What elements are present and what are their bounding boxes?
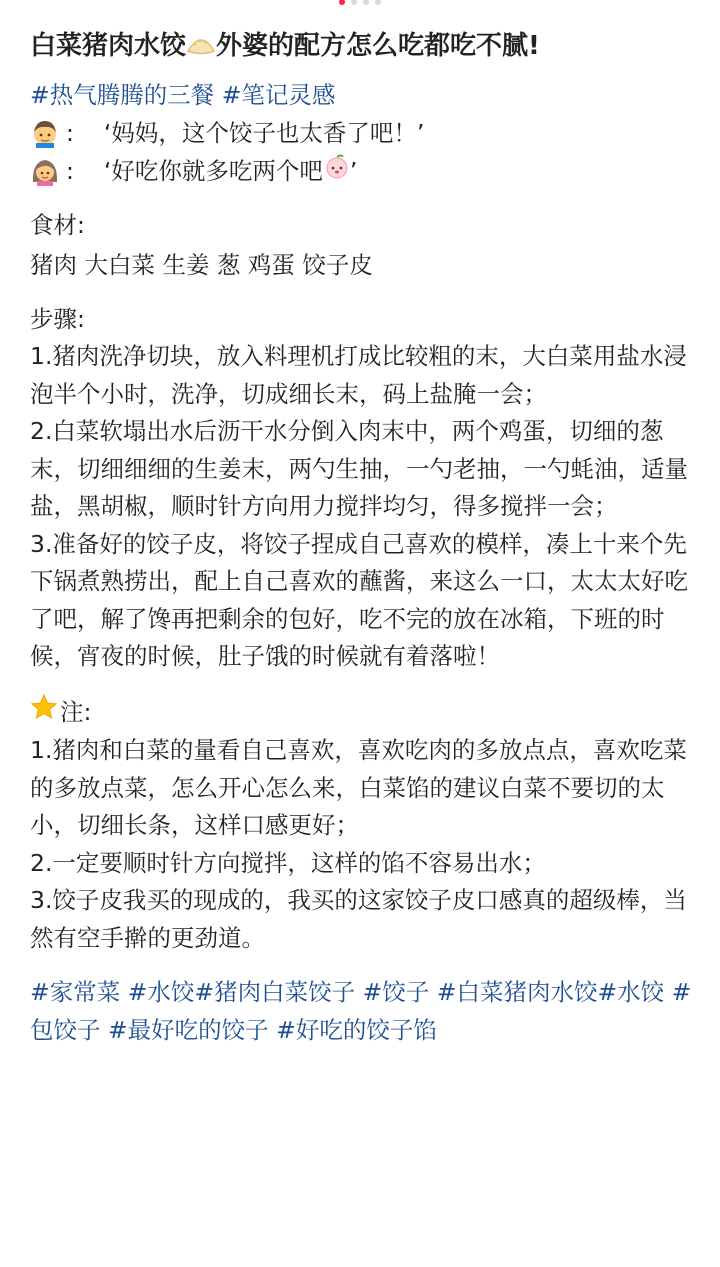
dialog-line-mother — [30, 152, 692, 190]
dialog-text: ‘妈妈，这个饺子也太香了吧！’ — [103, 119, 425, 147]
peach-face-icon — [324, 152, 350, 190]
dialog-colon: : — [66, 157, 74, 185]
star-icon — [30, 693, 58, 733]
hashtag-link[interactable]: #水饺 — [127, 978, 195, 1006]
ingredients-heading: 食材: — [30, 211, 85, 239]
hashtag-link[interactable]: #热气腾腾的三餐 — [30, 81, 215, 109]
dumpling-icon — [186, 29, 216, 69]
notes-heading-text: 注: — [60, 697, 92, 726]
note-item: 1.猪肉和白菜的量看自己喜欢，喜欢吃肉的多放点点，喜欢吃菜的多放点菜，怎么开心怎么来，白菜馅的建议白菜不要切的太小，切细长条，这样口感更好； — [30, 736, 687, 839]
note-title — [30, 26, 692, 69]
step-item: 1.猪肉洗净切块，放入料理机打成比较粗的末，大白菜用盐水浸泡半个小时，洗净，切成细长末，码上盐腌一会； — [30, 342, 687, 408]
dialog-text-end: ’ — [349, 157, 358, 185]
dialog-line-child — [30, 114, 692, 152]
dialog-text: ‘好吃你就多吃两个吧 — [103, 157, 323, 185]
hashtag-link[interactable]: #好吃的饺子馅 — [276, 1015, 437, 1044]
hashtag-link[interactable]: #笔记灵感 — [221, 81, 336, 109]
carousel-dot[interactable] — [375, 0, 381, 5]
footer-tags — [30, 974, 692, 1049]
note-item: 3.饺子皮我买的现成的，我买的这家饺子皮口感真的超级棒，当然有空手擀的更劲道。 — [30, 886, 687, 952]
hashtag-link[interactable]: #家常菜 — [30, 978, 121, 1006]
carousel-indicator — [0, 0, 720, 8]
notes-heading — [30, 693, 692, 733]
title-part-2: 外婆的配方怎么吃都吃不腻! — [216, 31, 540, 61]
note-item: 2.一定要顺时针方向搅拌，这样的馅不容易出水； — [30, 848, 546, 877]
intro-tags — [30, 77, 692, 114]
steps-heading: 步骤: — [30, 305, 85, 333]
woman-icon — [30, 156, 60, 186]
carousel-dot[interactable] — [363, 0, 369, 5]
hashtag-link[interactable]: #包饺子 — [30, 978, 692, 1044]
step-item: 2.白菜软塌出水后沥干水分倒入肉末中，两个鸡蛋，切细的葱末，切细细细的生姜末，两勺生抽，一勺老抽，一勺蚝油，适量盐，黑胡椒，顺时针方向用力搅拌均匀，得多搅拌一会； — [30, 417, 688, 520]
note-content — [30, 26, 692, 1049]
hashtag-link[interactable]: #饺子 — [362, 978, 430, 1006]
title-part-1: 白菜猪肉水饺 — [30, 31, 187, 61]
hashtag-link[interactable]: #最好吃的饺子 — [107, 1015, 269, 1044]
step-item: 3.准备好的饺子皮，将饺子捏成自己喜欢的模样，凑上十来个先下锅煮熟捞出，配上自己喜欢的蘸酱，来这么一口，太太太好吃了吧，解了馋再把剩余的包好，吃不完的放在冰箱，下班的时候，宵夜的时候，肚子饿的时候就有着落啦！ — [30, 529, 688, 670]
hashtag-link[interactable]: #白菜猪肉水饺 — [436, 978, 598, 1006]
dialog-colon: : — [66, 119, 74, 147]
carousel-dot[interactable] — [351, 0, 357, 5]
ingredients-list: 猪肉 大白菜 生姜 葱 鸡蛋 饺子皮 — [30, 251, 373, 279]
carousel-dot-active[interactable] — [339, 0, 345, 5]
hashtag-link[interactable]: #水饺 — [597, 978, 665, 1006]
hashtag-link[interactable]: #猪肉白菜饺子 — [194, 978, 356, 1006]
boy-icon — [30, 118, 60, 148]
